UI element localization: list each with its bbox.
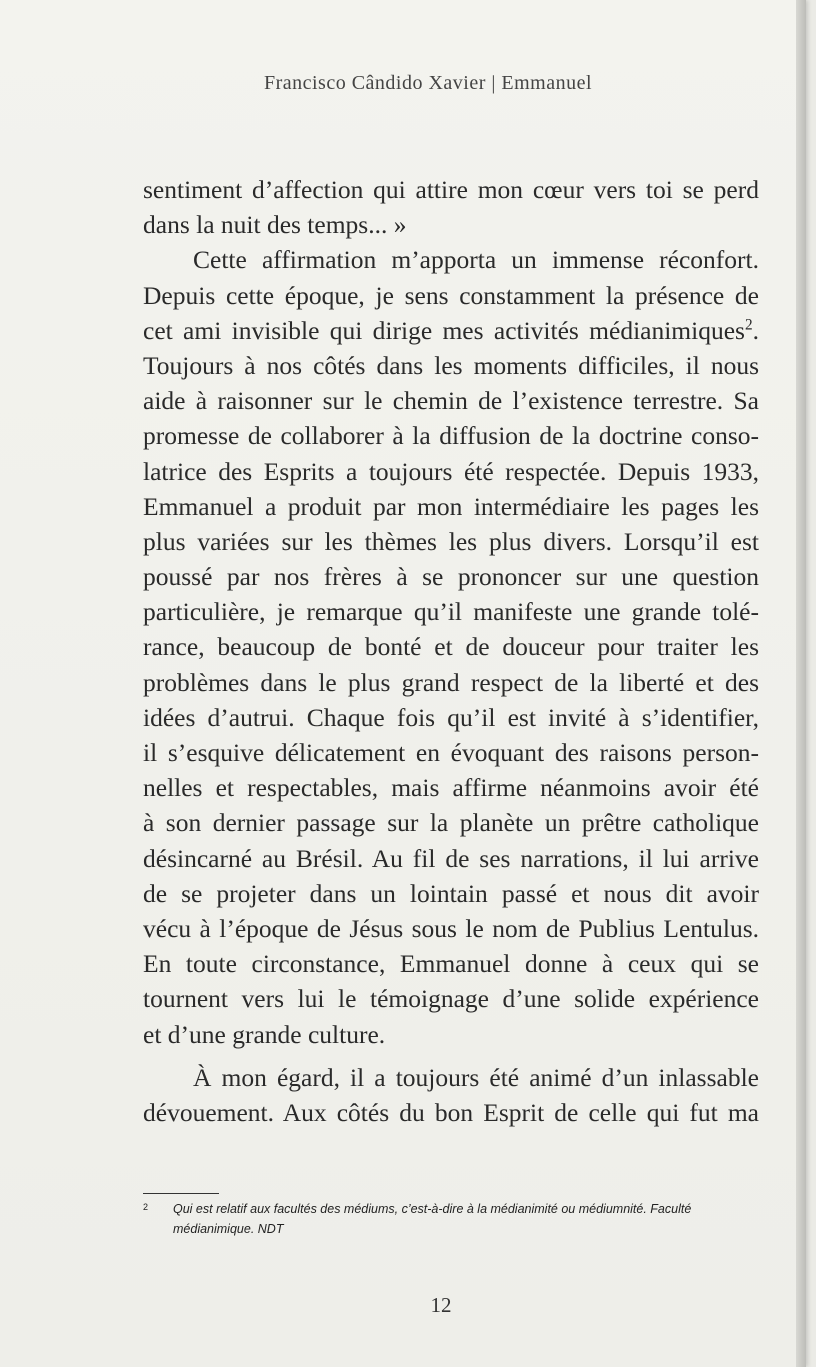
text-line: à son dernier passage sur la planète un prêtre catholique <box>143 808 759 838</box>
text-line: il s’esquive délicatement en évoquant des raisons person- <box>143 738 759 767</box>
text-segment: cet ami invisible qui dirige mes activités médianimiques <box>143 315 745 345</box>
text-line: tournent vers lui le témoignage d’une solide expérience <box>143 984 759 1014</box>
body-text <box>143 172 759 1130</box>
text-line: Depuis cette époque, je sens constamment la présence de <box>143 280 759 310</box>
footnote-text-line: médianimique. NDT <box>173 1222 284 1236</box>
text-line: et d’une grande culture. <box>143 1019 386 1049</box>
text-line: désincarné au Brésil. Au fil de ses narrations, il lui arrive <box>143 843 759 873</box>
footnote-reference: 2 <box>744 316 753 334</box>
text-line: vécu à l’époque de Jésus sous le nom de Publius Lentulus. <box>143 913 759 943</box>
text-line: plus variées sur les thèmes les plus divers. Lorsqu’il est <box>143 526 759 556</box>
text-line-with-note <box>143 313 759 348</box>
footnote-number: 2 <box>143 1202 149 1212</box>
paragraph-gap <box>143 1052 759 1060</box>
footnote-rule <box>143 1193 219 1194</box>
running-head: Francisco Cândido Xavier | Emmanuel <box>263 72 593 94</box>
text-line: À mon égard, il a toujours été animé d’un inlassable <box>193 1062 759 1092</box>
text-segment: . <box>752 315 759 345</box>
text-line: En toute circonstance, Emmanuel donne à ceux qui se <box>143 949 759 979</box>
text-line: sentiment d’affection qui attire mon cœur vers toi se perd <box>143 175 759 204</box>
text-line: Cette affirmation m’apporta un immense réconfort. <box>193 245 759 275</box>
text-line: idées d’autrui. Chaque fois qu’il est invité à s’identifier, <box>143 702 759 732</box>
footnote-text-line: Qui est relatif aux facultés des médiums, c’est-à-dire à la médianimité ou médiumnité. Faculté <box>173 1202 692 1216</box>
text-line: problèmes dans le plus grand respect de la liberté et des <box>143 667 759 697</box>
text-line: dans la nuit des temps... » <box>143 210 407 240</box>
text-line: dévouement. Aux côtés du bon Esprit de celle qui fut ma <box>143 1097 759 1127</box>
text-line: de se projeter dans un lointain passé et nous dit avoir <box>143 878 759 908</box>
text-line: aide à raisonner sur le chemin de l’existence terrestre. Sa <box>143 386 759 416</box>
text-line: Toujours à nos côtés dans les moments difficiles, il nous <box>143 350 759 380</box>
text-line: rance, beaucoup de bonté et de douceur pour traiter les <box>143 632 759 662</box>
text-line: particulière, je remarque qu’il manifeste une grande tolé- <box>143 597 759 627</box>
text-line: nelles et respectables, mais affirme néanmoins avoir été <box>143 773 759 803</box>
page-edge <box>796 0 806 1367</box>
page-number: 12 <box>430 1293 452 1317</box>
text-line: poussé par nos frères à se prononcer sur une question <box>143 562 759 592</box>
text-line: latrice des Esprits a toujours été respectée. Depuis 1933, <box>143 456 759 486</box>
text-line: promesse de collaborer à la diffusion de la doctrine conso- <box>143 421 759 451</box>
footnote <box>143 1199 759 1239</box>
text-line: Emmanuel a produit par mon intermédiaire les pages les <box>143 491 759 521</box>
